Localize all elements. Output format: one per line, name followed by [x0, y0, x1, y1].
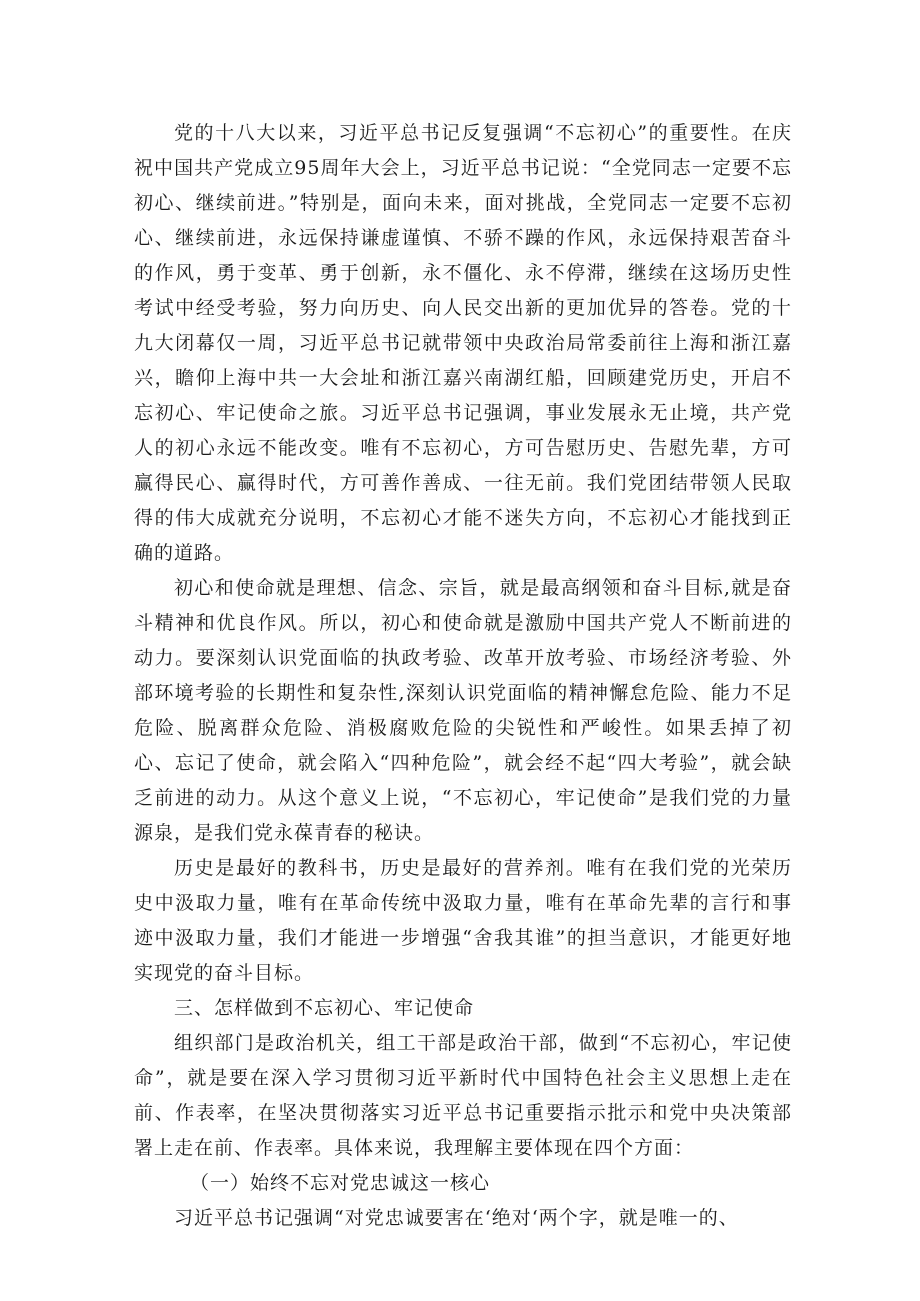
paragraph-absolute-loyalty: 习近平总书记强调“对党忠诚要害在‘绝对‘两个字，就是唯一的、 — [174, 1207, 739, 1229]
subsection-heading-loyalty: （一）始终不忘对党忠诚这一核心 — [190, 1172, 491, 1194]
document-body — [134, 112, 792, 1236]
paragraph-original-aspiration-and-mission: 初心和使命就是理想、信念、宗旨，就是最高纲领和奋斗目标,就是奋斗精神和优良作风。所以，初心和使命就是激励中国共产党人不断前进的动力。要深刻认识党面临的执政考验、改革开放考验、市场经济考验、外部环境考验的长期性和复杂性,深刻认识党面临的精神懈怠危险、能力不足危险、脱离群众危险、消极腐败危险的尖锐性和严峻性。如果丢掉了初心、忘记了使命，就会陷入“四种危险”，就会经不起“四大考验”，就会缺乏前进的动力。从这个意义上说，“不忘初心，牢记使命”是我们党的力量源泉，是我们党永葆青春的秘诀。 — [134, 577, 792, 844]
paragraph-organization-department: 组织部门是政治机关，组工干部是政治干部，做到“不忘初心，牢记使命”，就是要在深入学习贯彻习近平新时代中国特色社会主义思想上走在前、作表率，在坚决贯彻落实习近平总书记重要指示批示和党中央决策部署上走在前、作表率。具体来说，我理解主要体现在四个方面： — [134, 1032, 792, 1159]
paragraph-party-18th-congress: 党的十八大以来，习近平总书记反复强调“不忘初心”的重要性。在庆祝中国共产党成立95周年大会上，习近平总书记说：“全党同志一定要不忘初心、继续前进。”特别是，面向未来，面对挑战，全党同志一定要不忘初心、继续前进，永远保持谦虚谨慎、不骄不躁的作风，永远保持艰苦奋斗的作风，勇于变革、勇于创新，永不僵化、永不停滞，继续在这场历史性考试中经受考验，努力向历史、向人民交出新的更加优异的答卷。党的十九大闭幕仅一周，习近平总书记就带领中央政治局常委前往上海和浙江嘉兴，瞻仰上海中共一大会址和浙江嘉兴南湖红船，回顾建党历史，开启不忘初心、牢记使命之旅。习近平总书记强调，事业发展永无止境，共产党人的初心永远不能改变。唯有不忘初心，方可告慰历史、告慰先辈，方可赢得民心、赢得时代，方可善作善成、一往无前。我们党团结带领人民取得的伟大成就充分说明，不忘初心才能不迷失方向，不忘初心才能找到正确的道路。 — [134, 122, 792, 564]
paragraph-history-textbook: 历史是最好的教科书，历史是最好的营养剂。唯有在我们党的光荣历史中汲取力量，唯有在革命传统中汲取力量，唯有在革命先辈的言行和事迹中汲取力量，我们才能进一步增强“舍我其谁”的担当意识，才能更好地实现党的奋斗目标。 — [134, 857, 792, 984]
section-heading-how-to: 三、怎样做到不忘初心、牢记使命 — [174, 997, 475, 1019]
